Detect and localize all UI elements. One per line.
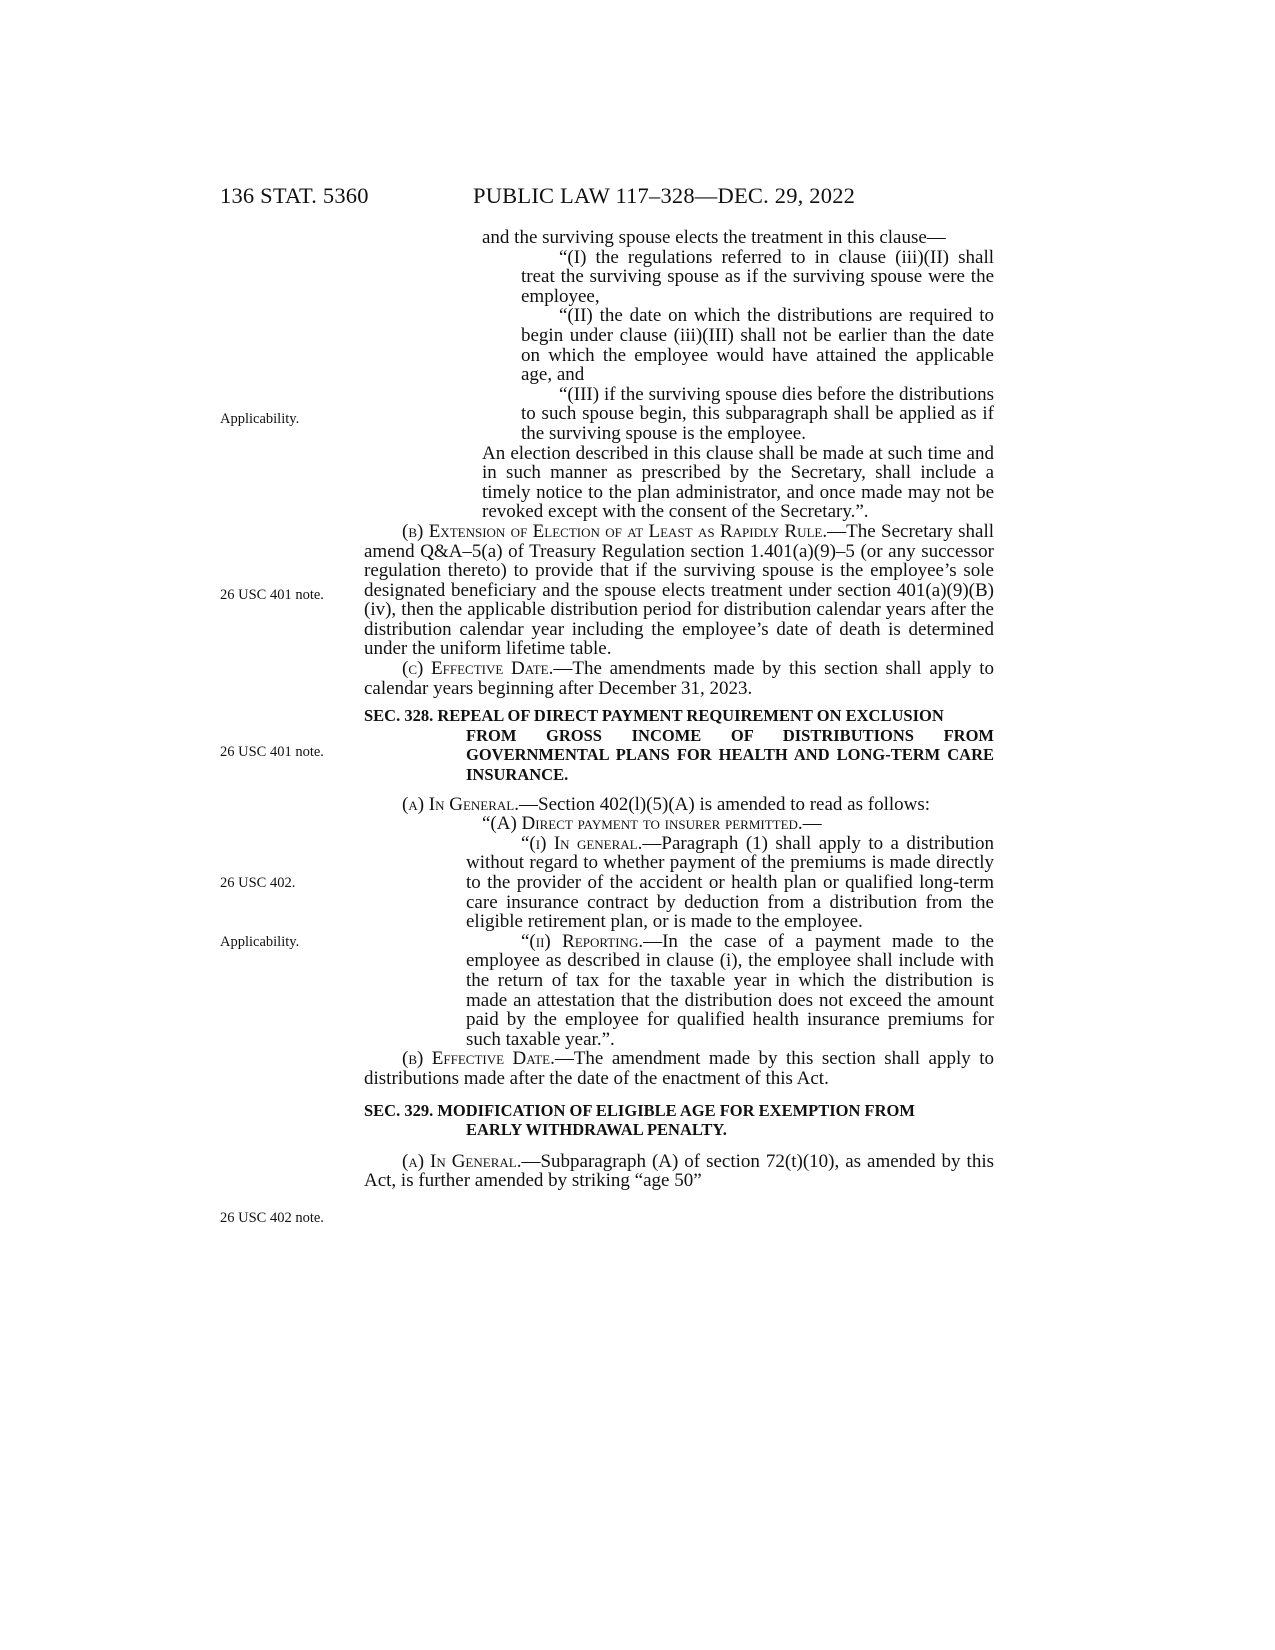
- subsection-body: Section 402(l)(5)(A) is amended to read as follows:: [538, 793, 931, 815]
- paragraph-election: An election described in this clause shall be made at such time and in such manner as prescribed by the Secretary, shall include a timely notice to the plan administrator, and once made may not be revoked except with the consent of the Secretary.”.: [482, 442, 994, 523]
- clause-ii-reporting: [466, 932, 994, 1050]
- section-heading-continuation: EARLY WITHDRAWAL PENALTY.: [466, 1120, 727, 1140]
- paragraph-subclause-II: “(II) the date on which the distributions are required to begin under clause (iii)(III) shall not be earlier than the date on which the employee would have attained the applicable age, and: [521, 305, 994, 386]
- subsection-heading: (a) In General.—: [402, 1150, 541, 1172]
- clause-body: In the case of a payment made to the employee as described in clause (i), the employee shall include with the return of tax for the taxable year in which the distribution is made an attestation that the distribution does not exceed the amount paid by the employee for qualified health insurance premiums for such taxable year.”.: [466, 930, 994, 1050]
- section-heading-line: SEC. 328. REPEAL OF DIRECT PAYMENT REQUIREMENT ON EXCLUSION: [364, 706, 944, 726]
- paragraph-subclause-III: “(III) if the surviving spouse dies before the distributions to such spouse begin, this subparagraph shall be applied as if the surviving spouse is the employee.: [521, 383, 994, 444]
- margin-note-26-usc-402-note: 26 USC 402 note.: [220, 1210, 324, 1226]
- subsection-heading: (c) Effective Date.—: [402, 658, 573, 680]
- page-header: [220, 183, 1000, 215]
- subsection-c-effective-date: [364, 659, 994, 698]
- subsection-a-in-general: [364, 795, 994, 815]
- clause-body: Paragraph (1) shall apply to a distribution without regard to whether payment of the premiums is made directly to the provider of the accident or health plan or qualified long-term care insurance contract by deduction from a distribution from the eligible retirement plan, or is made to the employee.: [466, 832, 994, 933]
- subsection-heading: (b) Effective Date.—: [402, 1048, 574, 1070]
- document-body: [364, 228, 994, 1191]
- margin-note-26-usc-401: 26 USC 401 note.: [220, 744, 324, 760]
- section-heading-line: SEC. 329. MODIFICATION OF ELIGIBLE AGE FOR EXEMPTION FROM: [364, 1100, 915, 1120]
- subsection-body: The amendments made by this section shall apply to calendar years beginning after December 31, 2023.: [364, 658, 995, 699]
- paragraph-subclause-I: “(I) the regulations referred to in clause (iii)(II) shall treat the surviving spouse as if the surviving spouse were the employee,: [521, 246, 994, 307]
- section-328-heading: [364, 706, 994, 784]
- margin-note-applicability: Applicability.: [220, 934, 300, 950]
- subsection-b-extension: [364, 522, 994, 659]
- subsection-a-in-general-329: [364, 1152, 994, 1191]
- subsection-body: The Secretary shall amend Q&A–5(a) of Treasury Regulation section 1.401(a)(9)–5 (or any successor regulation thereto) to provide that if the surviving spouse is the employee’s sole designated beneficiary and the spouse elects treatment under section 401(a)(9)(B)(iv), then the applicable distribution period for distribution calendar years after the distribution calendar year including the employee’s date of death is determined under the uniform lifetime table.: [364, 520, 994, 660]
- clause-heading: “(ii) Reporting.—: [521, 930, 663, 952]
- subsection-body: The amendment made by this section shall apply to distributions made after the date of the enactment of this Act.: [364, 1048, 994, 1089]
- paragraph-clause-lead: and the surviving spouse elects the treatment in this clause—: [482, 227, 946, 248]
- subsection-heading: (b) Extension of Election of at Least as Rapidly Rule.—: [402, 520, 847, 542]
- subsection-heading: (a) In General.—: [402, 793, 538, 815]
- subparagraph-heading: “(A) Direct payment to insurer permitted.—: [482, 813, 822, 835]
- section-heading-continuation: FROM GROSS INCOME OF DISTRIBUTIONS FROM GOVERNMENTAL PLANS FOR HEALTH AND LONG-TERM CARE INSURANCE.: [466, 725, 994, 785]
- margin-note-applicability: Applicability.: [220, 411, 300, 427]
- margin-note-26-usc-401: 26 USC 401 note.: [220, 587, 324, 603]
- stat-page-number: 136 STAT. 5360: [220, 183, 369, 208]
- subsection-body: Subparagraph (A) of section 72(t)(10), as amended by this Act, is further amended by striking “age 50”: [364, 1150, 994, 1192]
- public-law-title: PUBLIC LAW 117–328—DEC. 29, 2022: [473, 183, 856, 208]
- section-329-heading: [364, 1101, 994, 1140]
- subsection-b-effective-date: [364, 1049, 994, 1088]
- clause-i-in-general: [466, 834, 994, 932]
- subparagraph-A-heading: [482, 814, 994, 834]
- margin-note-26-usc-402: 26 USC 402.: [220, 875, 296, 891]
- clause-heading: “(i) In general.—: [521, 832, 662, 854]
